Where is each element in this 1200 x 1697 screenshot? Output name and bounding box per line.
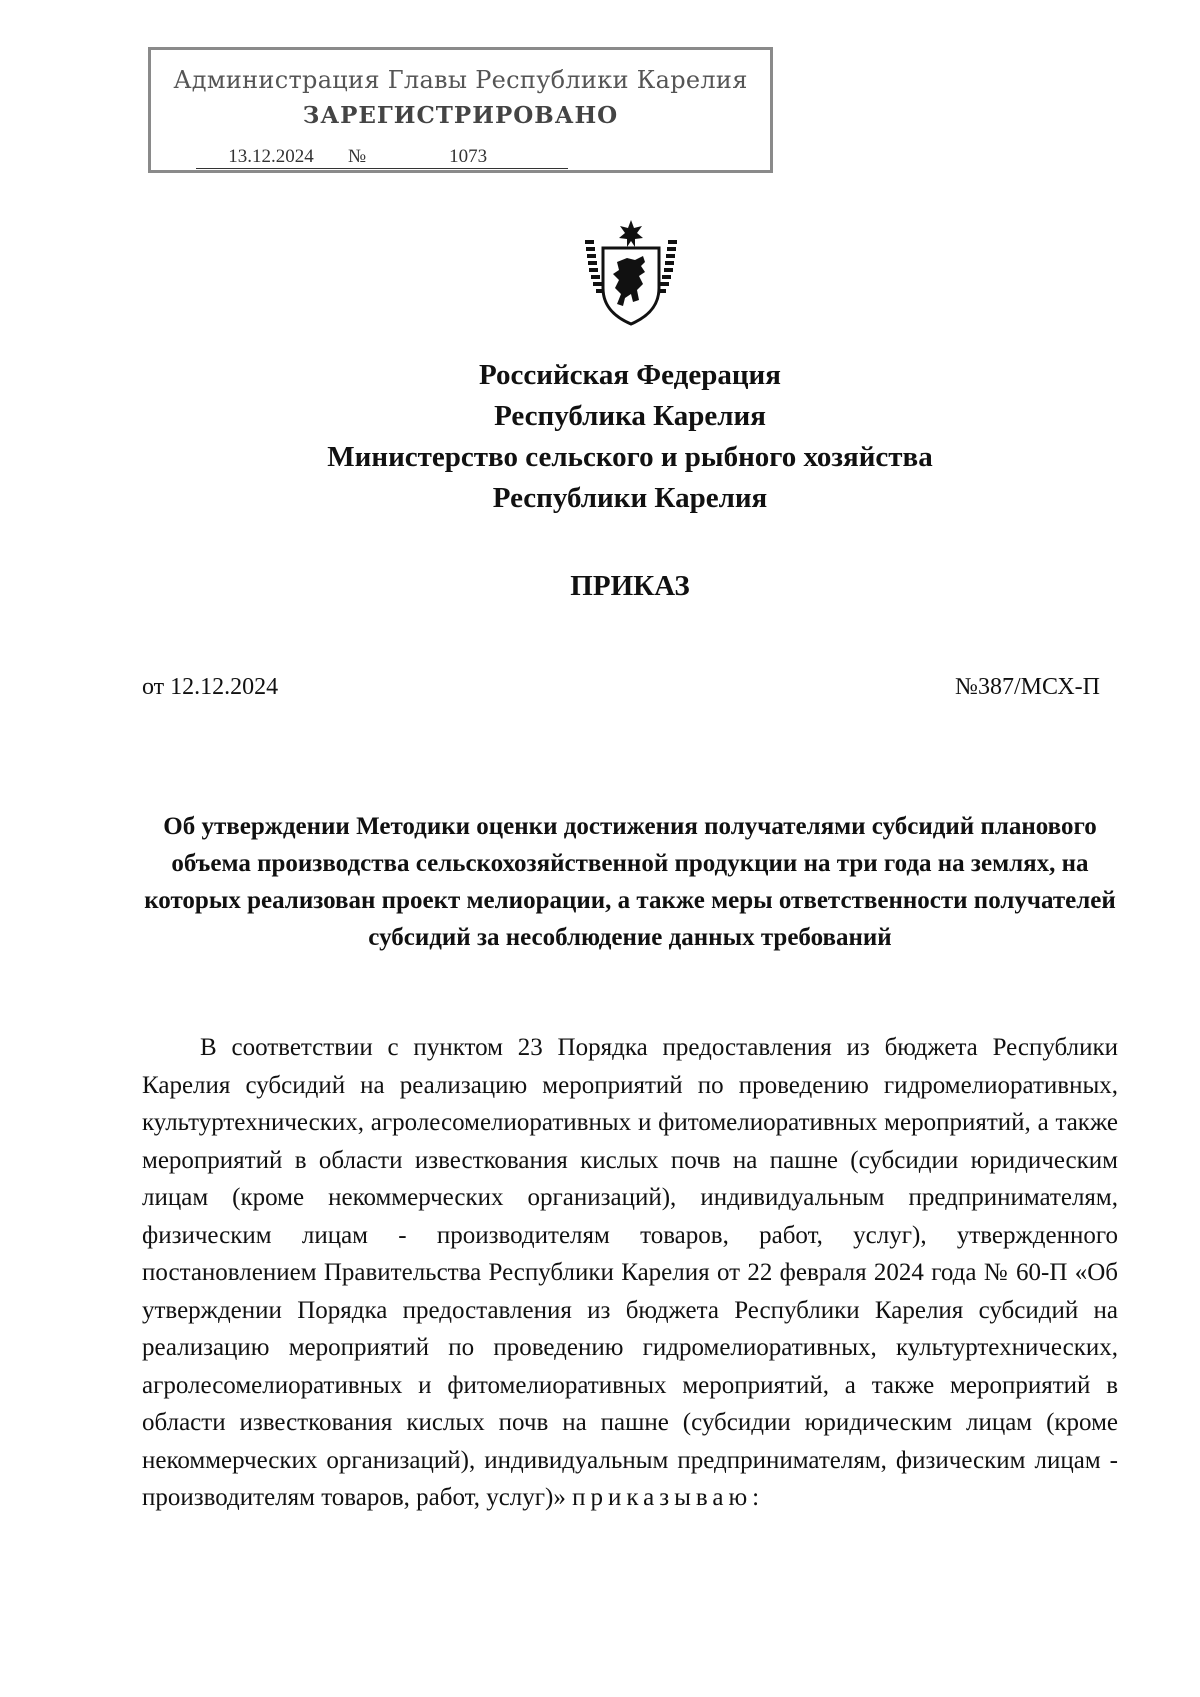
stamp-date: 13.12.2024: [196, 146, 346, 169]
header-line-republic: Республика Карелия: [494, 400, 766, 432]
order-body: [142, 1029, 1118, 1517]
stamp-number: 1073: [368, 146, 568, 169]
karelia-coat-of-arms-icon: [583, 218, 679, 326]
stamp-number-sign: №: [348, 146, 367, 167]
order-body-text: В соответствии с пунктом 23 Порядка предоставления из бюджета Республики Карелия субсидий на реализацию мероприятий по проведению гидромелиоративных, культуртехнических, агролесомелиоративных и фитомелиоративных мероприятий, а также мероприятий в области известкования кислых почв на пашне (субсидии юридическим лицам (кроме некоммерческих организаций), индивидуальным предпринимателям, физическим лицам - производителям товаров, работ, услуг), утвержденного постановлением Правительства Республики Карелия от 22 февраля 2024 года № 60-П «Об утверждении Порядка предоставления из бюджета Республики Карелия субсидий на реализацию мероприятий по проведению гидромелиоративных, культуртехнических, агролесомелиоративных и фитомелиоративных мероприятий, а также мероприятий в области известкования кислых почв на пашне (субсидии юридическим лицам (кроме некоммерческих организаций), индивидуальным предпринимателям, физическим лицам - производителям товаров, работ, услуг)»: [142, 1034, 1118, 1511]
header-line-ministry: Министерство сельского и рыбного хозяйства: [327, 441, 933, 473]
order-number: №387/МСХ-П: [955, 674, 1100, 700]
order-closing-word: приказываю:: [572, 1484, 765, 1511]
stamp-registered-label: ЗАРЕГИСТРИРОВАНО: [302, 102, 619, 129]
order-date: от 12.12.2024: [142, 674, 279, 700]
header-line-ministry-region: Республики Карелия: [492, 482, 768, 514]
stamp-title: Администрация Главы Республики Карелия: [173, 66, 748, 94]
header-line-country: Российская Федерация: [479, 359, 781, 391]
document-type: ПРИКАЗ: [570, 570, 690, 602]
stamp-registration-line: [196, 146, 568, 169]
order-subject: Об утверждении Методики оценки достижения получателями субсидий планового объема производства сельскохозяйственной продукции на три года на землях, на которых реализован проект мелиорации, а также меры ответственности получателей субсидий за несоблюдение данных требований: [144, 813, 1116, 951]
registration-stamp: [148, 47, 773, 173]
organization-header: [0, 355, 1200, 519]
